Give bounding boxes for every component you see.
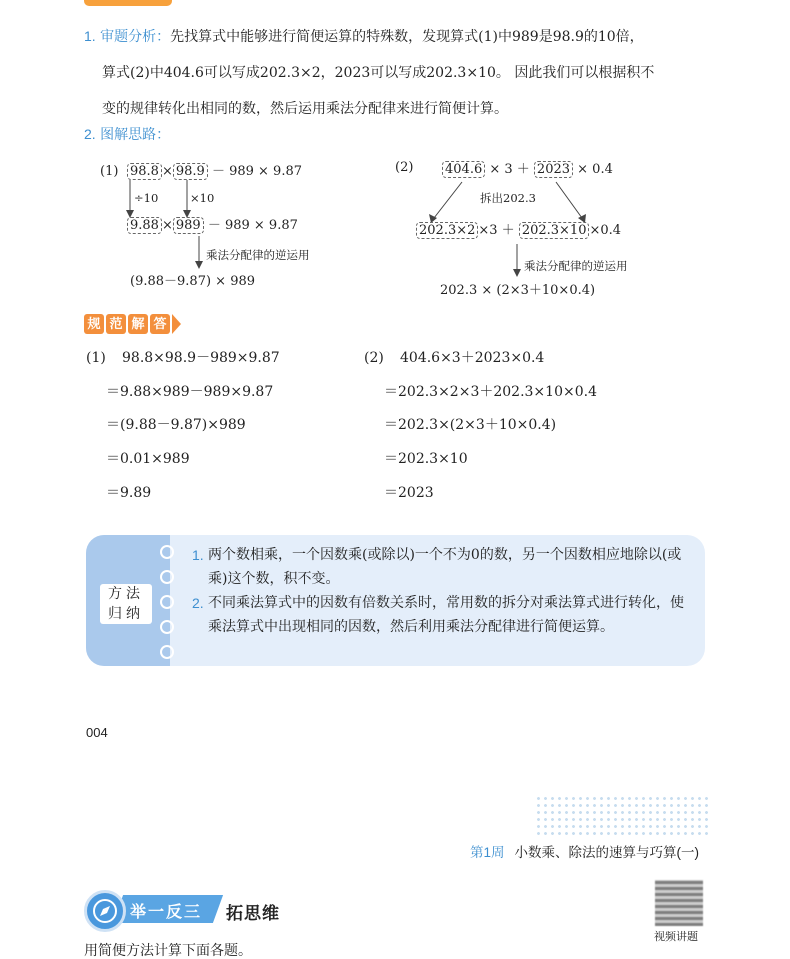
- method-item-1-text: 两个数相乘，一个因数乘(或除以)一个不为0的数，另一个因数相应地除以(或乘)这个数，积不变。: [208, 547, 682, 587]
- solution1-step-4: ＝0.01×989: [106, 451, 190, 468]
- solution1-step-3: ＝(9.88－9.87)×989: [106, 417, 246, 434]
- diagram1-note: 乘法分配律的逆运用: [206, 248, 310, 262]
- diagram-heading-number: 2.: [84, 126, 96, 142]
- solution2-step-2: ＝202.3×2×3＋202.3×10×0.4: [384, 383, 597, 400]
- diagram1-box-b1: 98.9: [173, 163, 208, 180]
- solution1-label: (1): [86, 350, 106, 366]
- analysis-line-1: [84, 18, 724, 55]
- footer-week: 第1周: [470, 845, 505, 860]
- diagram2-down-arrow: [510, 244, 524, 280]
- diagram1-box-a1: 98.8: [127, 163, 162, 180]
- method-item-1-number: 1.: [192, 547, 204, 563]
- diagram1-times1: ×: [161, 164, 173, 179]
- diagram1-box-a2: 9.88: [127, 217, 162, 234]
- diagram2-box-b1: 2023: [534, 161, 573, 178]
- diagram1-result: (9.88－9.87) × 989: [130, 274, 256, 289]
- solution2-step-3: ＝202.3×(2×3＋10×0.4): [384, 417, 557, 434]
- diagram2-split-note: 拆出202.3: [480, 191, 536, 205]
- qr-code-icon[interactable]: [655, 880, 703, 926]
- footer-title: 小数乘、除法的速算与巧算(一): [514, 845, 700, 860]
- diagram1-down-arrow: [192, 236, 206, 272]
- diagram1-rest1: － 989 × 9.87: [207, 164, 302, 179]
- solution2-step-1: 404.6×3＋2023×0.4: [400, 350, 545, 366]
- method-item-1: [192, 543, 697, 591]
- solution-badge-char-1: 规: [84, 314, 104, 334]
- solution2-step-5: ＝2023: [384, 484, 434, 501]
- diagram1-op-divide: ÷10: [134, 191, 159, 205]
- method-item-2-text: 不同乘法算式中的因数有倍数关系时，常用数的拆分对乘法算式进行转化，使乘法算式中出现相同的因数，然后利用乘法分配律进行简便运算。: [208, 595, 684, 635]
- solution-badge-char-2: 范: [106, 314, 126, 334]
- diagram2-result: 202.3 × (2×3＋10×0.4): [440, 283, 596, 298]
- analysis-text-line-3: 变的规律转化出相同的数，然后运用乘法分配律来进行简便计算。: [102, 101, 508, 117]
- binder-ring-icon: [160, 620, 174, 634]
- diagram2-row2: [416, 221, 621, 241]
- binder-ring-icon: [160, 595, 174, 609]
- diagram1-times2: ×: [161, 218, 173, 233]
- diagram-heading: [84, 124, 170, 144]
- qr-code-label: 视频讲题: [654, 931, 698, 943]
- diagram2-rest2: ×0.4: [589, 223, 622, 238]
- compass-icon: [84, 890, 126, 932]
- section-header-cutoff: [84, 0, 172, 6]
- solution-badge-char-4: 答: [150, 314, 170, 334]
- diagram-heading-label: 图解思路：: [100, 127, 171, 143]
- diagram1-label: (1): [100, 164, 119, 179]
- diagram2-box-a1: 404.6: [442, 161, 485, 178]
- binder-ring-icon: [160, 645, 174, 659]
- analysis-paragraph: [84, 18, 724, 127]
- method-item-2-number: 2.: [192, 595, 204, 611]
- solution1-step-2: ＝9.88×989－989×9.87: [106, 383, 274, 400]
- analysis-text-line-2: 算式(2)中404.6可以写成202.3×2，2023可以写成202.3×10。 因此我们可以根据积不: [102, 65, 655, 81]
- running-footer: [470, 841, 699, 861]
- solution-badge: [84, 314, 191, 336]
- next-section-instruction-cutoff: 用简便方法计算下面各题。: [84, 943, 252, 959]
- method-summary-text: [192, 543, 697, 639]
- diagram2-rest1: × 0.4: [573, 162, 613, 177]
- diagram1-row2: [127, 216, 298, 236]
- section-title: 拓思维: [226, 904, 280, 923]
- dot-pattern-decoration: [535, 795, 710, 835]
- solution-badge-arrow: [172, 314, 181, 334]
- diagram2-row1: [442, 160, 613, 180]
- solution2-label: (2): [364, 350, 384, 366]
- diagram2-box-b2: 202.3×10: [519, 222, 590, 239]
- method-item-2: [192, 591, 697, 639]
- analysis-item-number: 1.: [84, 28, 96, 44]
- method-summary-label: [100, 584, 152, 624]
- method-label-line-1: 方法: [108, 586, 144, 602]
- solution2-step-4: ＝202.3×10: [384, 451, 468, 468]
- solution-badge-char-3: 解: [128, 314, 148, 334]
- diagram1-box-b2: 989: [173, 217, 204, 234]
- binder-ring-icon: [160, 570, 174, 584]
- analysis-text-line-1: 先找算式中能够进行简便运算的特殊数，发现算式(1)中989是98.9的10倍，: [170, 29, 644, 45]
- diagram1-op-multiply: ×10: [190, 191, 215, 205]
- diagram2-mid1: × 3 ＋: [485, 162, 534, 177]
- diagram2-label: (2): [395, 160, 414, 175]
- solution1-steps: [106, 342, 280, 511]
- page-number: 004: [86, 725, 108, 740]
- solution1-step-5: ＝9.89: [106, 484, 152, 501]
- diagram2-mid2: ×3 ＋: [478, 223, 519, 238]
- diagram1-rest2: － 989 × 9.87: [203, 218, 298, 233]
- diagram2-box-a2: 202.3×2: [416, 222, 478, 239]
- solution2-steps: [384, 342, 597, 511]
- binder-ring-icon: [160, 545, 174, 559]
- solution1-step-1: 98.8×98.9－989×9.87: [122, 350, 280, 366]
- section-badge-label: 举一反三: [130, 904, 203, 921]
- diagram2-note: 乘法分配律的逆运用: [524, 259, 628, 273]
- analysis-item-label: 审题分析：: [100, 29, 171, 45]
- method-label-line-2: 归纳: [108, 606, 144, 622]
